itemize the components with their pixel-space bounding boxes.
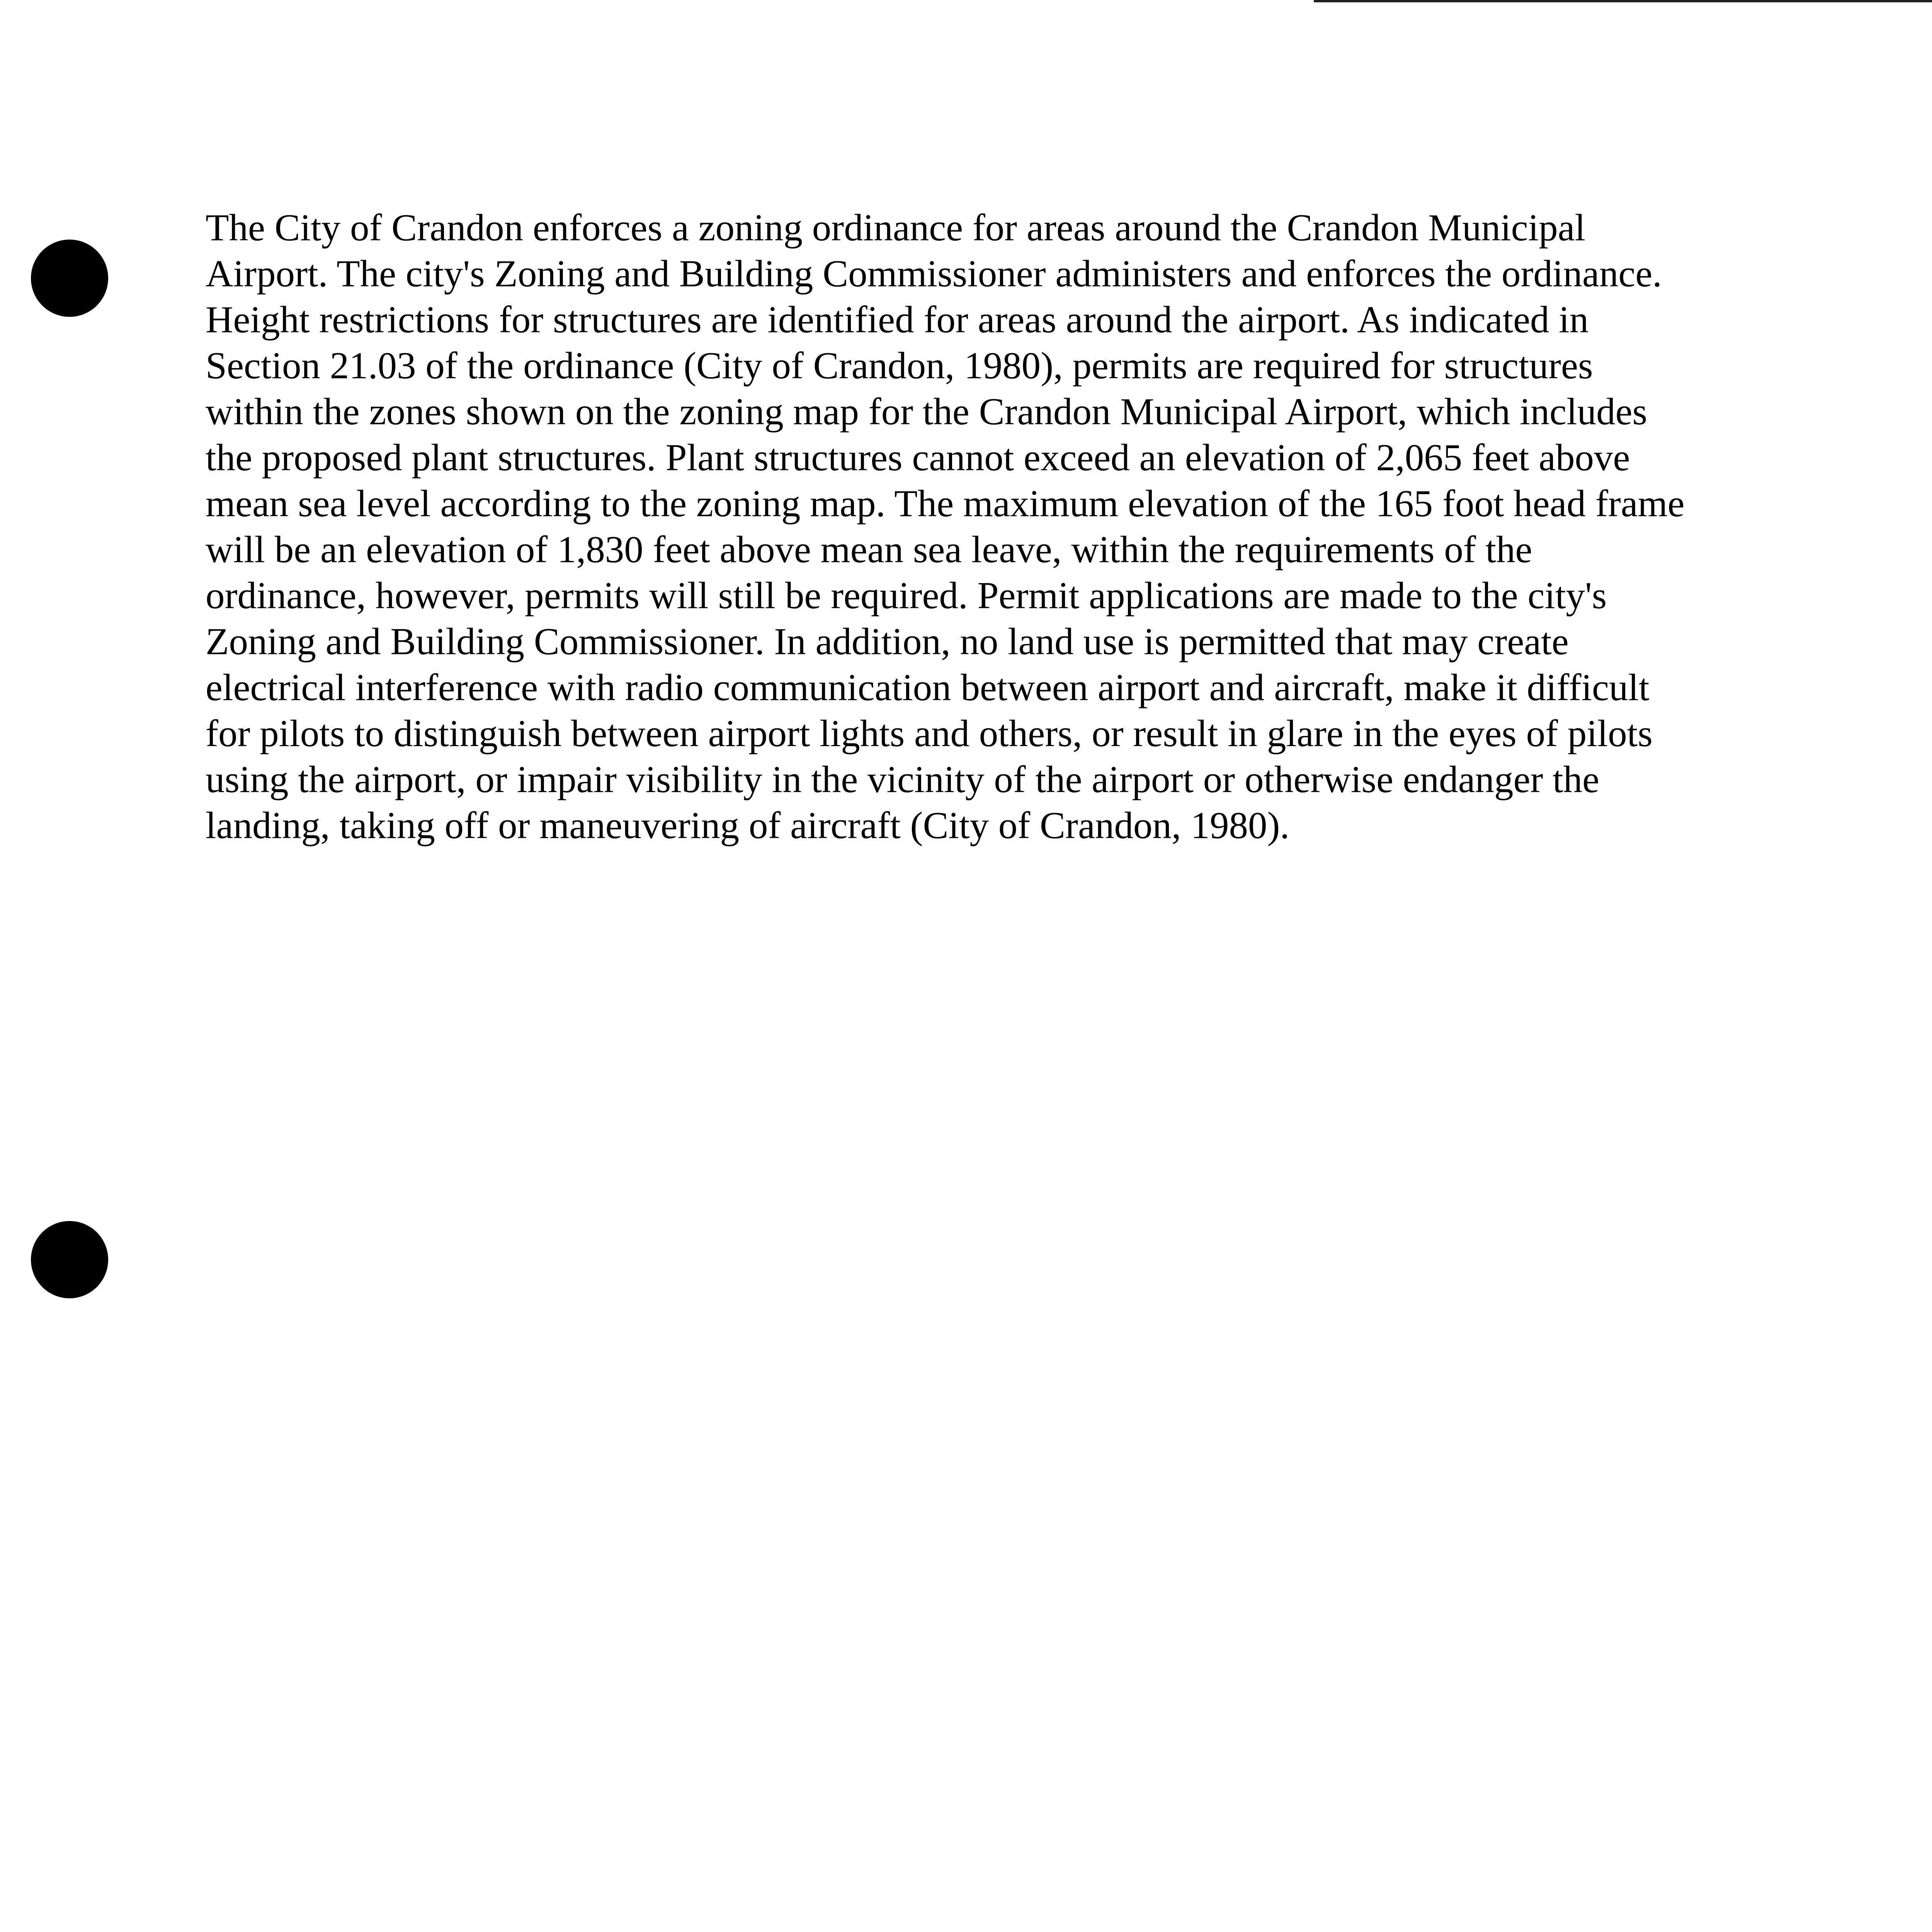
paragraph-line: Section 21.03 of the ordinance (City of Crandon, 1980), permits are required for structures: [206, 345, 1593, 387]
paragraph-line: landing, taking off or maneuvering of aircraft (City of Crandon, 1980).: [206, 804, 1290, 847]
binder-punch-hole: [31, 1221, 108, 1298]
paragraph-line: ordinance, however, permits will still be required. Permit applications are made to the city's: [206, 575, 1607, 617]
body-paragraph: [206, 205, 1774, 849]
paragraph-line: The City of Crandon enforces a zoning ordinance for areas around the Crandon Municipal: [206, 207, 1586, 249]
paragraph-line: using the airport, or impair visibility in the vicinity of the airport or otherwise endanger the: [206, 759, 1600, 801]
paragraph-line: mean sea level according to the zoning map. The maximum elevation of the 165 foot head frame: [206, 483, 1685, 525]
binder-punch-hole: [31, 240, 108, 317]
paragraph-line: will be an elevation of 1,830 feet above mean sea leave, within the requirements of the: [206, 529, 1532, 571]
paragraph-line: within the zones shown on the zoning map for the Crandon Municipal Airport, which includes: [206, 391, 1648, 433]
paragraph-line: the proposed plant structures. Plant structures cannot exceed an elevation of 2,065 feet above: [206, 437, 1630, 479]
paragraph-line: electrical interference with radio communication between airport and aircraft, make it difficult: [206, 667, 1650, 709]
paragraph-line: Zoning and Building Commissioner. In addition, no land use is permitted that may create: [206, 621, 1569, 663]
paragraph-line: Airport. The city's Zoning and Building Commissioner administers and enforces the ordinance.: [206, 253, 1662, 295]
paragraph-line: for pilots to distinguish between airport lights and others, or result in glare in the eyes of pilots: [206, 713, 1653, 755]
paragraph-line: Height restrictions for structures are identified for areas around the airport. As indicated in: [206, 299, 1589, 341]
scan-edge-line: [1314, 0, 1932, 2]
